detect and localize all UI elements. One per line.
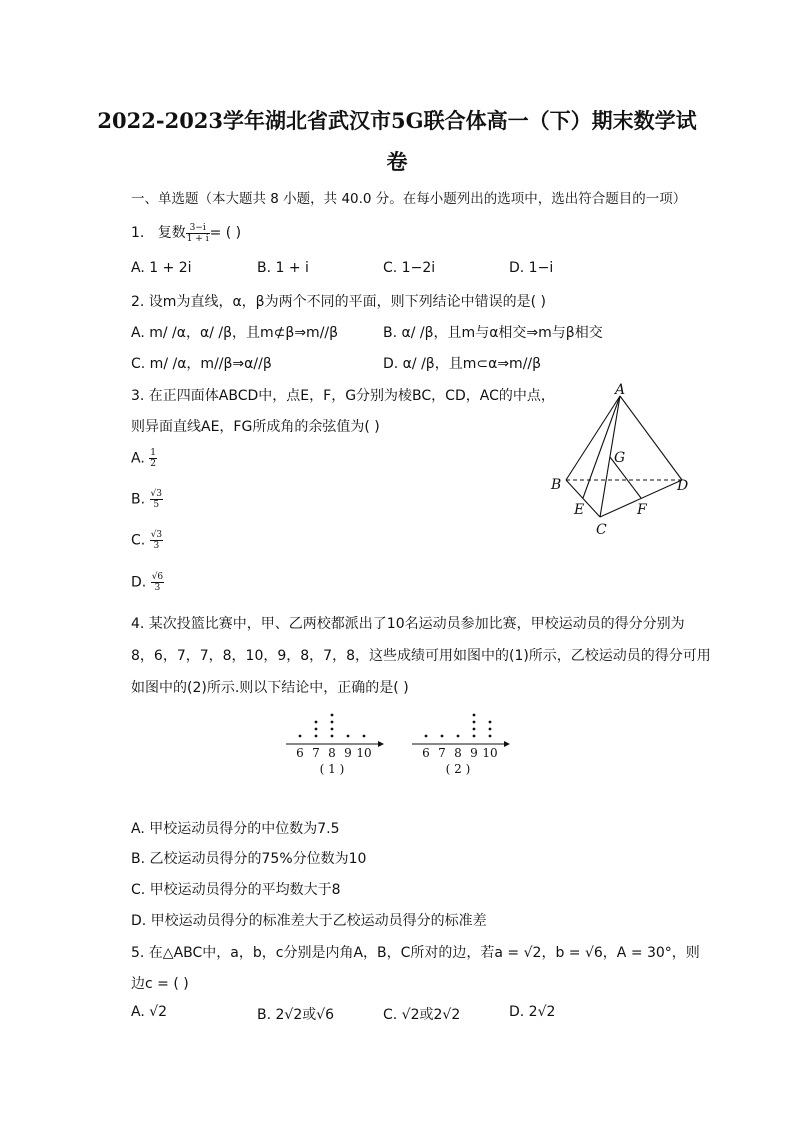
q5-option-a: A. √2: [131, 1004, 168, 1020]
section-heading: 一、单选题（本大题共 8 小题，共 40.0 分。在每小题列出的选项中，选出符合题目的一项）: [131, 191, 687, 207]
plot1-dot: [331, 714, 334, 717]
plot1-axis-arrow: [378, 741, 384, 747]
plot2-dot: [457, 735, 460, 738]
q1-option-d: D. 1−i: [509, 260, 554, 276]
q5-option-d: D. 2√2: [509, 1004, 556, 1020]
plot1-caption: ( 1 ): [319, 762, 345, 776]
plot2-tick-label: 6: [422, 746, 430, 760]
q3-option-d-num: √6: [151, 572, 164, 582]
q1-fraction: [186, 223, 210, 244]
edge-ad: [620, 396, 682, 480]
dot-plot-1: [286, 714, 384, 776]
q3-option-a-label: A.: [131, 450, 145, 467]
tetrahedron-figure: [540, 382, 710, 542]
plot2-dot: [473, 714, 476, 717]
plot2-dot: [489, 728, 492, 731]
q1-frac-num: 3−i: [186, 223, 210, 234]
plot2-tick-label: 8: [454, 746, 462, 760]
dot-plot-2: [412, 714, 510, 776]
plot1-tick-label: 6: [296, 746, 304, 760]
segment-ae: [583, 396, 620, 498]
label-g: G: [614, 450, 626, 466]
q3-option-a-num: 1: [150, 448, 156, 458]
label-e: E: [574, 502, 585, 518]
plot1-dot: [363, 735, 366, 738]
q1-frac-den: 1 + i: [186, 233, 209, 244]
q3-option-a: [131, 448, 157, 469]
q3-option-b-num: √3: [150, 489, 162, 499]
doc-title-line1: 2022-2023学年湖北省武汉市5G联合体高一（下）期末数学试: [97, 108, 697, 133]
plot2-dot: [473, 721, 476, 724]
plot2-dot: [473, 735, 476, 738]
q2-option-a: A. m/ /α，α/ /β，且m⊄β⇒m//β: [131, 325, 339, 341]
q3-option-d-den: 3: [154, 583, 161, 593]
dot-plots: [280, 698, 520, 780]
q3-option-b-fraction: [150, 489, 163, 510]
q4-option-c: C. 甲校运动员得分的平均数大于8: [131, 882, 341, 898]
q3-option-d-label: D.: [131, 574, 147, 591]
q5-option-c: C. √2或2√2: [383, 1007, 461, 1023]
plot1-tick-label: 8: [328, 746, 336, 760]
plot2-axis-arrow: [504, 741, 510, 747]
plot2-tick-label: 7: [438, 746, 446, 760]
q1-text-before: 复数: [157, 225, 186, 241]
plot1-dot: [331, 735, 334, 738]
plot2-dot: [489, 721, 492, 724]
plot1-tick-label: 10: [356, 746, 372, 760]
q1-number: 1.: [131, 225, 145, 241]
q2-option-d: D. α/ /β，且m⊂α⇒m//β: [383, 356, 542, 372]
plot2-tick-label: 10: [482, 746, 498, 760]
q3-option-b-label: B.: [131, 491, 146, 508]
plot1-tick-label: 9: [344, 746, 352, 760]
plot1-dot: [315, 735, 318, 738]
label-c: C: [596, 522, 607, 538]
q1-option-a: A. 1 + 2i: [131, 260, 192, 276]
q3-option-d-fraction: [151, 572, 164, 593]
edge-ab: [566, 396, 620, 480]
q2-option-b: B. α/ /β，且m与α相交⇒m与β相交: [383, 325, 603, 341]
q4-option-b: B. 乙校运动员得分的75%分位数为10: [131, 851, 367, 867]
q3-option-c-fraction: [150, 530, 163, 551]
q3-option-b: [131, 489, 163, 510]
label-f: F: [637, 502, 647, 518]
q3-option-a-den: 2: [150, 459, 156, 469]
plot1-tick-label: 7: [312, 746, 320, 760]
question-3-line1: 3. 在正四面体ABCD中，点E，F，G分别为棱BC，CD，AC的中点，: [131, 388, 555, 404]
q3-option-c-num: √3: [150, 530, 163, 540]
q1-text-after: = ( ): [209, 225, 242, 241]
q5-option-b: B. 2√2或√6: [257, 1007, 335, 1023]
plot2-caption: ( 2 ): [445, 762, 471, 776]
q4-option-d: D. 甲校运动员得分的标准差大于乙校运动员得分的标准差: [131, 913, 487, 929]
q4-option-a: A. 甲校运动员得分的中位数为7.5: [131, 821, 340, 837]
plot2-dot: [441, 735, 444, 738]
plot1-dot: [331, 728, 334, 731]
q3-option-b-den: 5: [153, 500, 160, 510]
label-d: D: [677, 478, 689, 494]
plot1-dot: [347, 735, 350, 738]
doc-title-line2: 卷: [386, 149, 408, 174]
question-2: 2. 设m为直线，α，β为两个不同的平面，则下列结论中错误的是( ): [131, 294, 546, 310]
q3-option-c: [131, 530, 163, 551]
plot2-tick-label: 9: [470, 746, 478, 760]
question-3-line2: 则异面直线AE，FG所成角的余弦值为( ): [131, 419, 380, 435]
plot1-dot: [315, 721, 318, 724]
question-4-line1: 4. 某次投篮比赛中，甲、乙两校都派出了10名运动员参加比赛，甲校运动员的得分分别为: [131, 616, 685, 632]
question-5-line2: 边c = ( ): [131, 976, 189, 992]
question-4-line3: 如图中的(2)所示.则以下结论中，正确的是( ): [131, 680, 409, 696]
q3-option-c-label: C.: [131, 532, 146, 549]
plot2-dot: [489, 735, 492, 738]
q3-option-a-fraction: [149, 448, 157, 469]
q2-option-c: C. m/ /α，m//β⇒α//β: [131, 356, 272, 372]
q1-option-b: B. 1 + i: [257, 260, 309, 276]
question-4-line2: 8，6，7，7，8，10，9，8，7，8，这些成绩可用如图中的(1)所示，乙校运动员的得分可用: [131, 648, 711, 664]
label-a: A: [615, 382, 626, 398]
plot1-dot: [299, 735, 302, 738]
q3-option-c-den: 3: [153, 541, 160, 551]
label-b: B: [551, 477, 562, 493]
plot2-dot: [473, 728, 476, 731]
question-1: [131, 222, 241, 244]
question-5-line1: 5. 在△ABC中，a，b，c分别是内角A，B，C所对的边，若a = √2，b = √6，A = 30°，则: [131, 945, 700, 961]
q1-option-c: C. 1−2i: [383, 260, 436, 276]
q3-option-d: [131, 572, 164, 593]
plot1-dot: [315, 728, 318, 731]
plot2-dot: [425, 735, 428, 738]
plot1-dot: [331, 721, 334, 724]
